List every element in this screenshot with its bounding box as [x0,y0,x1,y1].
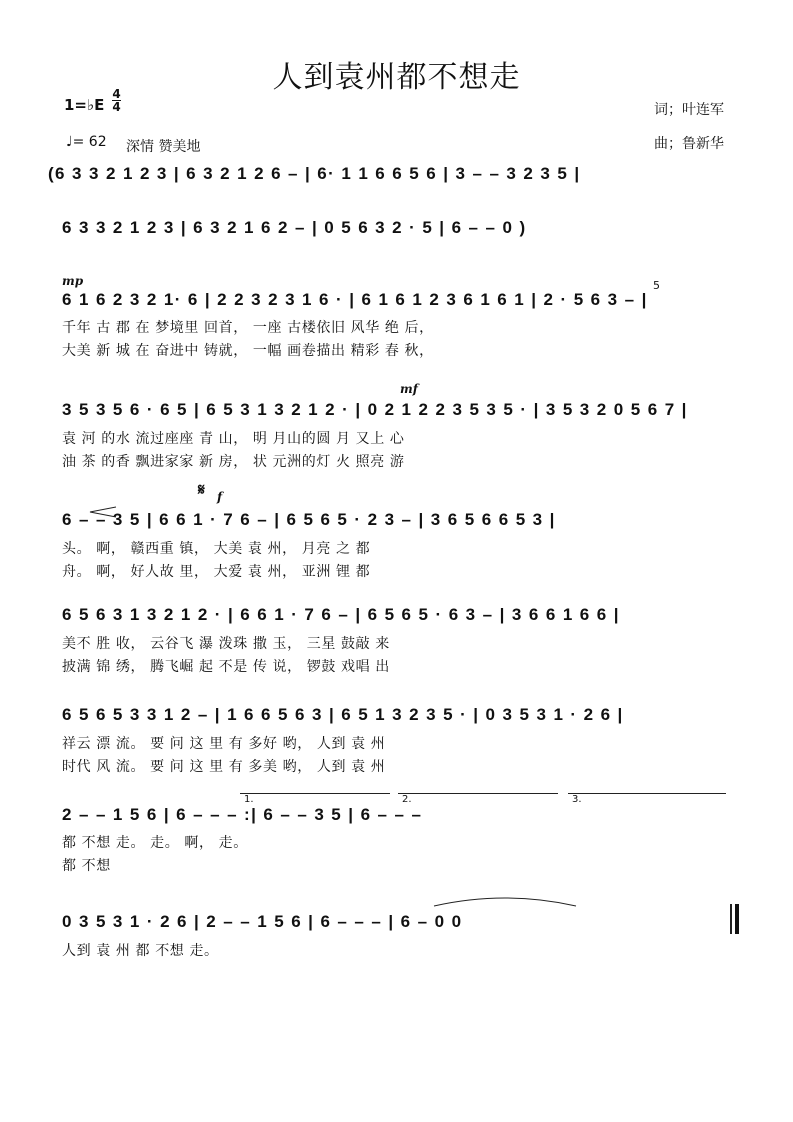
final-tie-arc [430,890,580,910]
time-signature-bottom: 4 [112,100,121,114]
system-4-lyrics-verse-2: 油 茶 的香 飘进家家 新 房， 状 元洲的灯 火 照亮 游 [62,454,405,470]
system-8-lyrics-verse-1: 都 不想 走。 走。 啊， 走。 [62,835,248,851]
system-8-lyrics-verse-2: 都 不想 [62,858,111,874]
system-6-lyrics-verse-1: 美不 胜 收， 云谷飞 瀑 泼珠 撒 玉， 三星 鼓敲 来 [62,636,390,652]
system-7-lyrics-verse-1: 祥云 漂 流。 要 问 这 里 有 多好 哟， 人到 袁 州 [62,736,386,752]
song-title: 人到袁州都不想走 [272,60,521,95]
key-signature: 1=♭E [64,96,105,114]
tempo-marking: ♩= 62 [66,134,107,150]
system-6-lyrics-verse-2: 披满 锦 绣， 腾飞崛 起 不是 传 说， 锣鼓 戏唱 出 [62,659,390,675]
volta-2-bracket [398,793,558,794]
system-2-notes: 6 3 3 2 1 2 3 | 6 3 2 1 6 2 – | 0 5 6 3 2 · 5 | 6 – – 0 ) [62,218,527,237]
volta-1-bracket [240,793,390,794]
system-3-lyrics-verse-2: 大美 新 城 在 奋进中 铸就， 一幅 画卷描出 精彩 春 秋， [62,343,434,359]
system-8-notes: 2 – – 1 5 6 | 6 – – – :| 6 – – 3 5 | 6 – – – [62,805,423,824]
tuplet-number: 5 [653,279,660,292]
system-6-notes: 6 5 6 3 1 3 2 1 2 · | 6 6 1 · 7 6 – | 6 5 6 5 · 6 3 – | 3 6 6 1 6 6 | [62,605,620,624]
time-signature-top: 4 [112,87,121,101]
time-signature [112,88,121,113]
system-7-lyrics-verse-2: 时代 风 流。 要 问 这 里 有 多美 哟， 人到 袁 州 [62,759,386,775]
segno-sign: 𝄋 [198,480,205,499]
system-4-notes: 3 5 3 5 6 · 6 5 | 6 5 3 1 3 2 1 2 · | 0 2 1 2 2 3 5 3 5 · | 3 5 3 2 0 5 6 7 | [62,400,688,419]
expression-marking: 深情 赞美地 [126,139,201,155]
volta-1-label: 1. [244,794,254,805]
volta-3-bracket [568,793,726,794]
system-3-lyrics-verse-1: 千年 古 郡 在 梦境里 回首， 一座 古楼依旧 风华 绝 后， [62,320,434,336]
system-9-lyrics: 人到 袁 州 都 不想 走。 [62,943,219,959]
composer-credit: 曲；鲁新华 [654,136,724,152]
system-1-notes: (6 3 3 2 1 2 3 | 6 3 2 1 2 6 – | 6· 1 1 6 6 5 6 | 3 – – 3 2 3 5 | [48,164,581,183]
dynamic-f: f [217,490,223,504]
system-5-notes: 6 – – 3 5 | 6 6 1 · 7 6 – | 6 5 6 5 · 2 3 – | 3 6 5 6 6 5 3 | [62,510,556,529]
system-5-lyrics-verse-1: 头。 啊， 赣西重 镇， 大美 袁 州， 月亮 之 都 [62,541,371,557]
system-4-lyrics-verse-1: 袁 河 的水 流过座座 青 山， 明 月山的圆 月 又上 心 [62,431,405,447]
volta-2-label: 2. [402,794,412,805]
system-7-notes: 6 5 6 5 3 3 1 2 – | 1 6 6 5 6 3 | 6 5 1 3 2 3 5 · | 0 3 5 3 1 · 2 6 | [62,705,624,724]
lyricist-credit: 词；叶连军 [654,102,724,118]
system-3-notes: 6 1 6 2 3 2 1· 6 | 2 2 3 2 3 1 6 · | 6 1 6 1 2 3 6 1 6 1 | 2 · 5 6 3 – | [62,290,648,309]
final-barline-thin [730,904,732,934]
system-9-notes: 0 3 5 3 1 · 2 6 | 2 – – 1 5 6 | 6 – – – | 6 – 0 0 [62,912,463,931]
dynamic-mp: mp [62,274,84,288]
dynamic-mf: mf [400,382,418,396]
system-5-lyrics-verse-2: 舟。 啊， 好人故 里， 大爱 袁 州， 亚洲 锂 都 [62,564,371,580]
final-barline-thick [735,904,739,934]
volta-3-label: 3. [572,794,582,805]
